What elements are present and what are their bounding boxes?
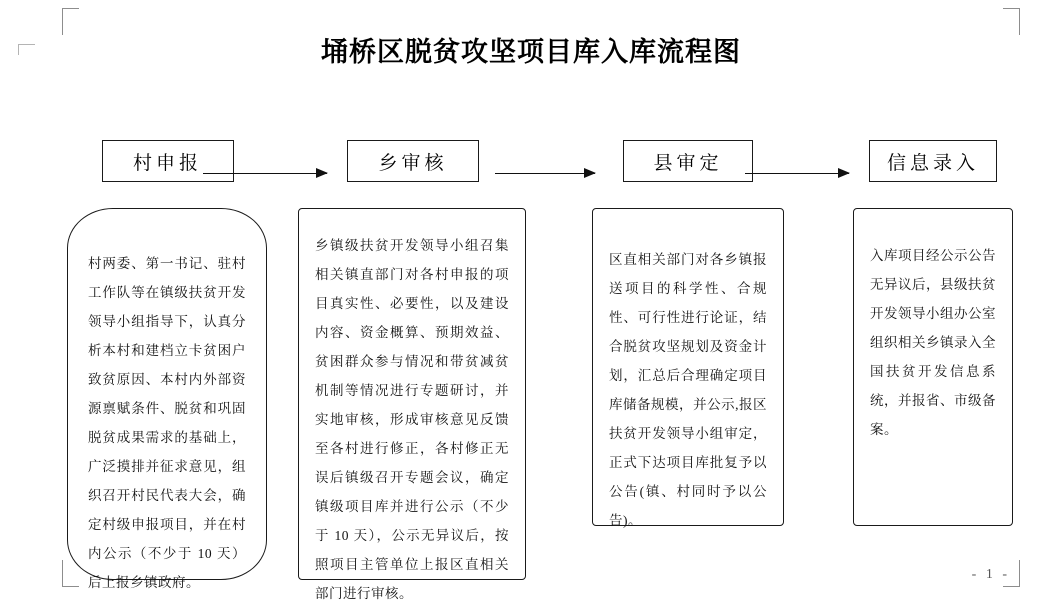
flow-step-county: [583, 140, 793, 529]
flow-step-info-entry-body: 入库项目经公示公告无异议后，县级扶贫开发领导小组办公室组织相关乡镇录入全国扶贫开发信息系统，并报省、市级备案。: [853, 208, 1013, 526]
flow-step-town: [298, 140, 528, 602]
flow-step-county-body: 区直相关部门对各乡镇报送项目的科学性、合规性、可行性进行论证，结合脱贫攻坚规划及资金计划，汇总后合理确定项目库储备规模，并公示,报区扶贫开发领导小组审定，正式下达项目库批复予以公告(镇、村同时予以公告)。: [592, 208, 784, 526]
flow-step-village-body: 村两委、第一书记、驻村工作队等在镇级扶贫开发领导小组指导下，认真分析本村和建档立卡贫困户致贫原因、本村内外部资源禀赋条件、脱贫和巩固脱贫成果需求的基础上，广泛摸排并征求意见，组织召开村民代表大会，确定村级申报项目，并在村内公示（不少于 10 天）后上报乡镇政府。: [67, 208, 267, 580]
flow-step-village-header: 村申报: [102, 140, 234, 182]
page-number: - 1 -: [971, 567, 1010, 582]
flow-step-info-entry-header: 信息录入: [869, 140, 997, 182]
flow-step-town-header: 乡审核: [347, 140, 479, 182]
flow-step-county-header: 县审定: [623, 140, 753, 182]
flow-step-village: [60, 140, 275, 591]
flow-step-town-body: 乡镇级扶贫开发领导小组召集相关镇直部门对各村申报的项目真实性、必要性，以及建设内容、资金概算、预期效益、贫困群众参与情况和带贫减贫机制等情况进行专题研讨，并实地审核，形成审核意见反馈至各村进行修正，各村修正无误后镇级召开专题会议，确定镇级项目库并进行公示（不少于 10 天），公示无异议后，按照项目主管单位上报区直相关部门进行审核。: [298, 208, 526, 580]
arrow-county-to-info-icon: [745, 168, 849, 180]
page-title: 埇桥区脱贫攻坚项目库入库流程图: [321, 37, 741, 67]
flow-step-info-entry: [843, 140, 1023, 526]
arrow-town-to-county-icon: [495, 168, 595, 180]
